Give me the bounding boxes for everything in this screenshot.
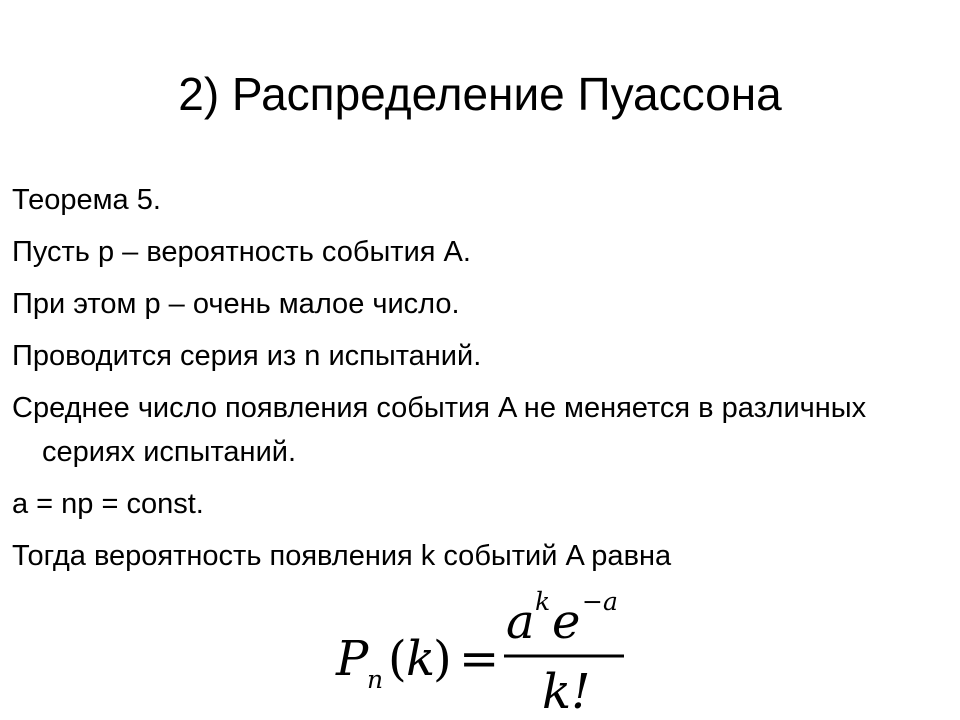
formula-equals: = — [459, 631, 500, 687]
poisson-formula — [330, 590, 640, 715]
trial-series-note: Проводится серия из n испытаний. — [12, 340, 482, 372]
formula-numerator-e: e — [552, 594, 581, 650]
formula-argument-k: k — [406, 631, 436, 687]
small-probability-note: При этом p – очень малое число. — [12, 288, 460, 320]
formula-exponent-negative-a: −a — [582, 590, 618, 616]
theorem-text — [12, 178, 942, 586]
formula-close-paren: ) — [433, 631, 452, 687]
formula-exponent-k: k — [535, 590, 551, 616]
parameter-equation: a = np = const. — [12, 488, 204, 520]
formula-subscript-n: n — [367, 665, 384, 694]
formula-denominator: k! — [542, 664, 591, 715]
probability-definition: Пусть p – вероятность события A. — [12, 236, 471, 268]
theorem-heading: Теорема 5. — [12, 184, 161, 216]
constant-mean-note: Среднее число появления события A не меняется в различных сериях испытаний. — [12, 392, 867, 468]
probability-intro: Тогда вероятность появления k событий A равна — [12, 540, 672, 572]
formula-numerator-a: a — [506, 594, 535, 650]
slide-title: 2) Распределение Пуассона — [178, 68, 782, 120]
formula-p: P — [336, 631, 369, 687]
formula-open-paren: ( — [388, 631, 407, 687]
